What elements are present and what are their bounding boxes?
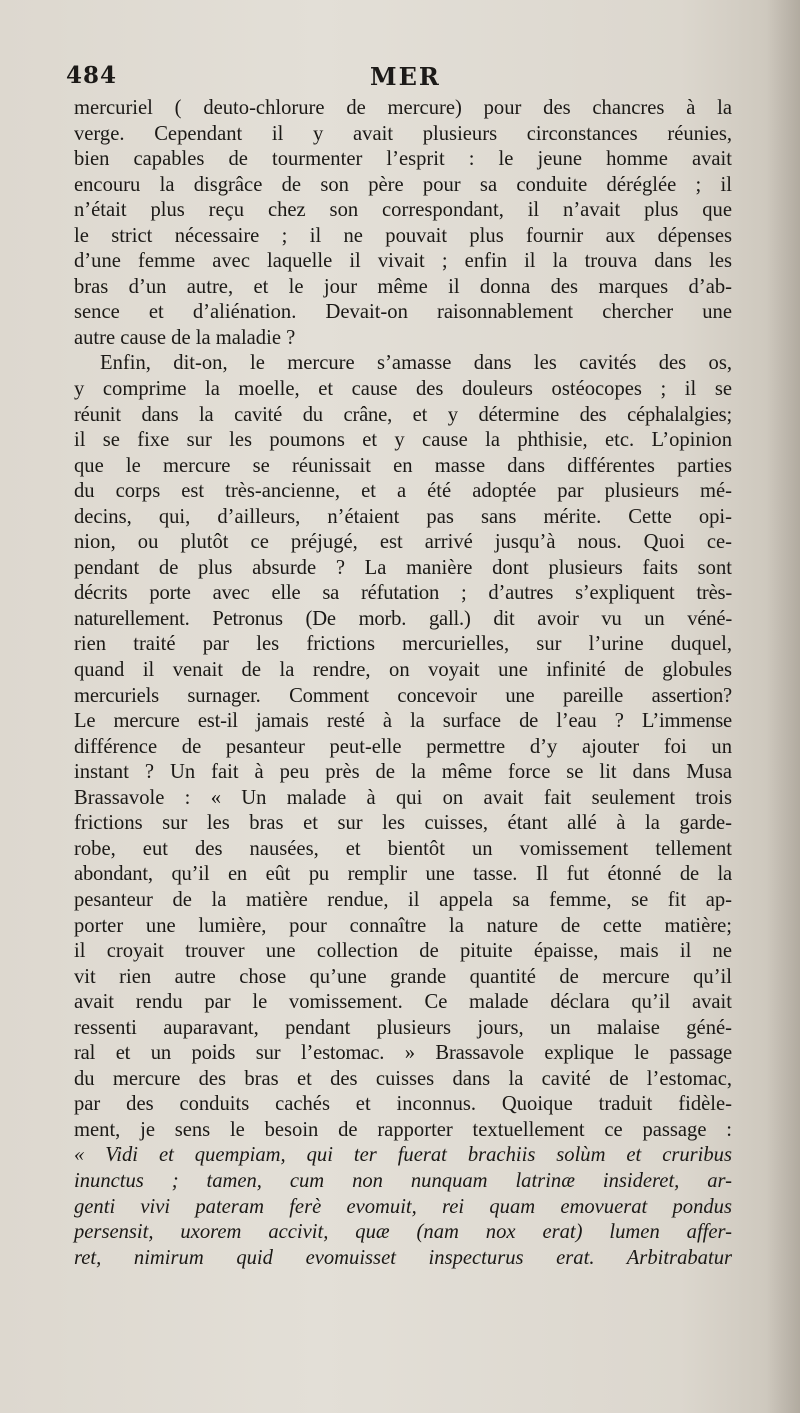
text-line: bien capables de tourmenter l’esprit : le jeune homme avait (74, 148, 732, 171)
text-line: pendant de plus absurde ? La manière dont plusieurs faits sont (74, 556, 732, 579)
text-line: quand il venait de la rendre, on voyait une infinité de globules (74, 659, 732, 682)
text-line: naturellement. Petronus (De morb. gall.) dit avoir vu un véné- (74, 607, 732, 630)
text-line: ment, je sens le besoin de rapporter textuellement ce passage : (74, 1118, 732, 1141)
text-line: Brassavole : « Un malade à qui on avait fait seulement trois (74, 786, 732, 809)
text-line: y comprime la moelle, et cause des douleurs ostéocopes ; il se (74, 378, 732, 401)
text-line: persensit, uxorem accivit, quæ (nam nox erat) lumen affer- (74, 1221, 732, 1244)
text-line: du corps est très-ancienne, et a été adoptée par plusieurs mé- (74, 480, 732, 503)
text-line: mercuriel ( deuto-chlorure de mercure) pour des chancres à la (74, 97, 732, 119)
text-line: sence et d’aliénation. Devait-on raisonnablement chercher une (74, 301, 732, 324)
running-head: MER (370, 62, 441, 91)
text-line: mercuriels surnager. Comment concevoir une pareille assertion? (74, 684, 732, 707)
text-line: ral et un poids sur l’estomac. » Brassavole explique le passage (74, 1042, 732, 1065)
text-line: « Vidi et quempiam, qui ter fuerat brachiis solùm et cruribus (74, 1144, 732, 1167)
text-line: robe, eut des nausées, et bientôt un vomissement tellement (74, 837, 732, 860)
text-line: que le mercure se réunissait en masse dans différentes parties (74, 454, 732, 477)
text-line: nion, ou plutôt ce préjugé, est arrivé jusqu’à nous. Quoi ce- (74, 531, 732, 554)
text-line: autre cause de la maladie ? (74, 326, 296, 349)
text-line: abondant, qu’il en eût pu remplir une tasse. Il fut étonné de la (74, 863, 732, 886)
body-text (74, 96, 732, 1271)
text-line: pesanteur de la matière rendue, il appela sa femme, se fit ap- (74, 888, 732, 911)
text-line: decins, qui, d’ailleurs, n’étaient pas sans mérite. Cette opi- (74, 505, 732, 528)
text-line: ressenti auparavant, pendant plusieurs jours, un malaise géné- (74, 1016, 732, 1039)
text-line: différence de pesanteur peut-elle permettre d’y ajouter foi un (74, 735, 732, 758)
text-line: inunctus ; tamen, cum non nunquam latrinæ insideret, ar- (74, 1169, 732, 1192)
text-line: instant ? Un fait à peu près de la même force se lit dans Musa (74, 761, 732, 784)
text-line: genti vivi pateram ferè evomuit, rei quam emovuerat pondus (74, 1195, 732, 1218)
text-line: par des conduits cachés et inconnus. Quoique traduit fidèle- (74, 1093, 732, 1116)
text-line: d’une femme avec laquelle il vivait ; enfin il la trouva dans les (74, 250, 732, 273)
text-line: le strict nécessaire ; il ne pouvait plus fournir aux dépenses (74, 224, 732, 247)
text-line: vit rien autre chose qu’une grande quantité de mercure qu’il (74, 965, 732, 988)
text-line: verge. Cependant il y avait plusieurs circonstances réunies, (74, 122, 732, 145)
text-line: il croyait trouver une collection de pituite épaisse, mais il ne (74, 940, 732, 963)
text-line: du mercure des bras et des cuisses dans la cavité de l’estomac, (74, 1067, 732, 1090)
text-line: Le mercure est-il jamais resté à la surface de l’eau ? L’immense (74, 710, 732, 733)
text-line: porter une lumière, pour connaître la nature de cette matière; (74, 914, 732, 937)
page-edge-shadow (766, 0, 800, 1413)
text-line: bras d’un autre, et le jour même il donna des marques d’ab- (74, 275, 732, 298)
page-header (66, 62, 734, 94)
text-line: ret, nimirum quid evomuisset inspecturus erat. Arbitrabatur (74, 1246, 732, 1269)
text-line: Enfin, dit-on, le mercure s’amasse dans les cavités des os, (100, 352, 732, 375)
text-line: décrits porte avec elle sa réfutation ; d’autres s’expliquent très- (74, 582, 732, 605)
text-line: encouru la disgrâce de son père pour sa conduite déréglée ; il (74, 173, 732, 196)
text-line: n’était plus reçu chez son correspondant, il n’avait plus que (74, 199, 732, 222)
text-line: rien traité par les frictions mercurielles, sur l’urine duquel, (74, 633, 732, 656)
page-number: 484 (66, 62, 118, 89)
text-line: il se fixe sur les poumons et y cause la phthisie, etc. L’opinion (74, 429, 732, 452)
text-line: frictions sur les bras et sur les cuisses, étant allé à la garde- (74, 812, 732, 835)
text-line: avait rendu par le vomissement. Ce malade déclara qu’il avait (74, 991, 732, 1014)
text-line: réunit dans la cavité du crâne, et y détermine des céphalalgies; (74, 403, 732, 426)
